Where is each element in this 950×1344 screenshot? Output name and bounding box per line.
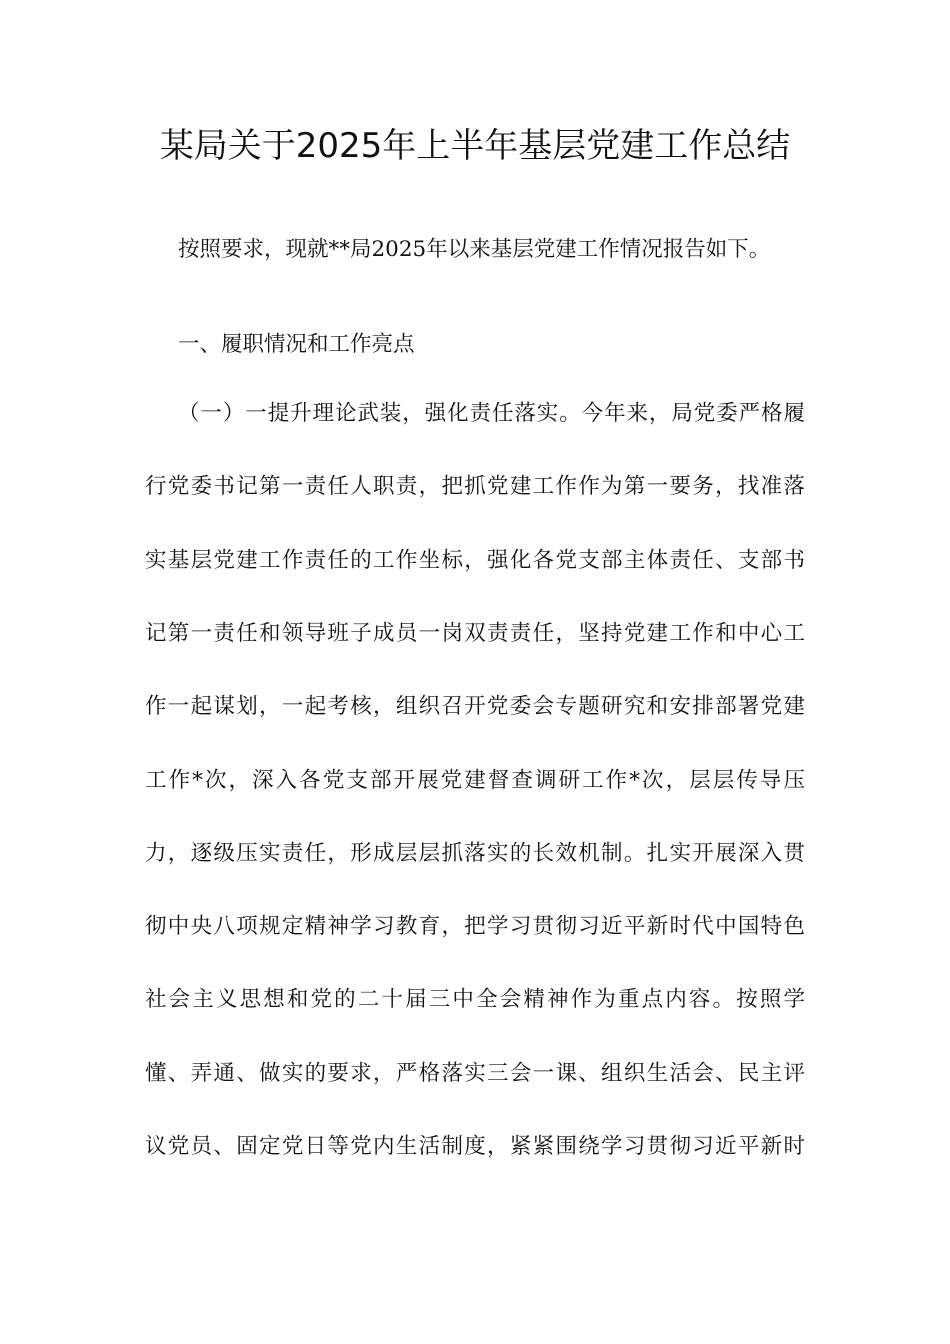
section-heading: 一、履职情况和工作亮点 [178,332,415,357]
intro-paragraph: 按照要求，现就**局2025年以来基层党建工作情况报告如下。 [178,237,771,262]
paragraph-line: 作一起谋划，一起考核，组织召开党委会专题研究和安排部署党建 [145,694,805,720]
paragraph-line: 行党委书记第一责任人职责，把抓党建工作作为第一要务，找准落 [145,474,805,500]
paragraph-line: 工作*次，深入各党支部开展党建督查调研工作*次，层层传导压 [145,767,805,793]
paragraph-line: 记第一责任和领导班子成员一岗双责责任，坚持党建工作和中心工 [145,620,805,646]
paragraph-line: 实基层党建工作责任的工作坐标，强化各党支部主体责任、支部书 [145,547,805,573]
paragraph-line: （一）一提升理论武装，强化责任落实。今年来，局党委严格履 [178,401,805,426]
paragraph-line: 彻中央八项规定精神学习教育，把学习贯彻习近平新时代中国特色 [145,914,805,940]
paragraph-line: 议党员、固定党日等党内生活制度，紧紧围绕学习贯彻习近平新时 [145,1134,805,1159]
paragraph-line: 懂、弄通、做实的要求，严格落实三会一课、组织生活会、民主评 [145,1060,805,1086]
paragraph-line: 力，逐级压实责任，形成层层抓落实的长效机制。扎实开展深入贯 [145,840,805,866]
paragraph-line: 社会主义思想和党的二十届三中全会精神作为重点内容。按照学 [145,987,805,1013]
document-title: 某局关于2025年上半年基层党建工作总结 [159,126,791,166]
